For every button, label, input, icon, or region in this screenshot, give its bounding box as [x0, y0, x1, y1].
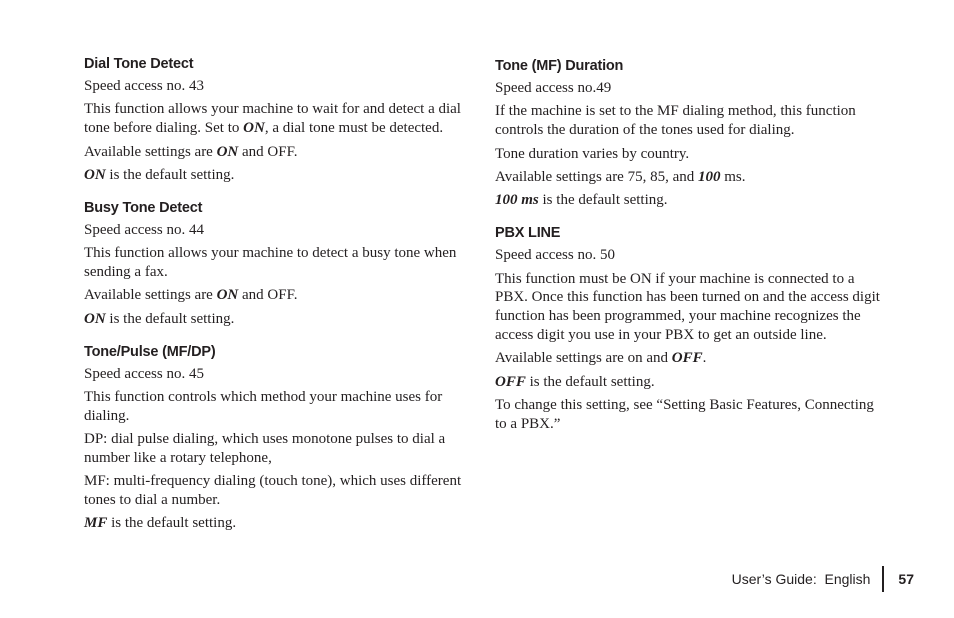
available-settings: Available settings are ON and OFF. — [84, 287, 298, 304]
dial-tone-detect-section — [84, 55, 469, 185]
page-footer — [732, 565, 914, 593]
section-heading: Dial Tone Detect — [84, 56, 194, 72]
section-heading: Tone (MF) Duration — [495, 58, 624, 74]
busy-tone-detect-section — [84, 199, 469, 329]
section-heading: Busy Tone Detect — [84, 199, 203, 216]
section-heading: PBX LINE — [495, 225, 561, 242]
available-settings: Available settings are on and OFF. — [495, 350, 707, 367]
guide-label: User’s Guide: English — [731, 571, 871, 587]
default-setting: MF is the default setting. — [84, 515, 237, 532]
description: This function allows your machine to detect a busy tone when sending a fax. — [84, 245, 457, 280]
speed-access: Speed access no. 45 — [84, 365, 204, 382]
tone-pulse-section — [84, 343, 469, 534]
change-setting-note: To change this setting, see “Setting Basic Features, Connecting to a PBX.” — [495, 397, 874, 432]
speed-access: Speed access no. 44 — [84, 221, 204, 238]
default-setting: ON is the default setting. — [84, 166, 235, 183]
speed-access: Speed access no. 50 — [495, 247, 615, 264]
default-setting: OFF is the default setting. — [495, 373, 655, 390]
tone-duration-section — [495, 57, 885, 210]
section-heading: Tone/Pulse (MF/DP) — [84, 343, 216, 360]
pbx-line-section — [495, 224, 885, 434]
description: If the machine is set to the MF dialing method, this function controls the duration of the tones used for dialing. — [495, 103, 856, 139]
country-note: Tone duration varies by country. — [495, 145, 690, 162]
page-number: 57 — [898, 571, 914, 587]
speed-access: Speed access no.49 — [495, 80, 612, 96]
default-setting: 100 ms is the default setting. — [495, 192, 668, 209]
speed-access: Speed access no. 43 — [84, 78, 204, 94]
right-column — [495, 57, 885, 448]
default-setting: ON is the default setting. — [84, 310, 235, 327]
description: This function controls which method your machine uses for dialing. — [84, 388, 443, 424]
left-column — [84, 55, 469, 547]
available-settings: Available settings are 75, 85, and 100 ms. — [495, 168, 746, 185]
dp-description: DP: dial pulse dialing, which uses monotone pulses to dial a number like a rotary telephone, — [84, 431, 446, 466]
description: This function allows your machine to wait for and detect a dial tone before dialing. Set to ON, a dial tone must be detected. — [84, 101, 461, 137]
mf-description: MF: multi-frequency dialing (touch tone), which uses different tones to dial a number. — [84, 473, 462, 509]
description: This function must be ON if your machine is connected to a PBX. Once this function has been turned on and the access digit function has been programmed, your machine recognizes the access digit you use in your PBX to get an outside line. — [495, 270, 880, 343]
available-settings: Available settings are ON and OFF. — [84, 143, 298, 160]
